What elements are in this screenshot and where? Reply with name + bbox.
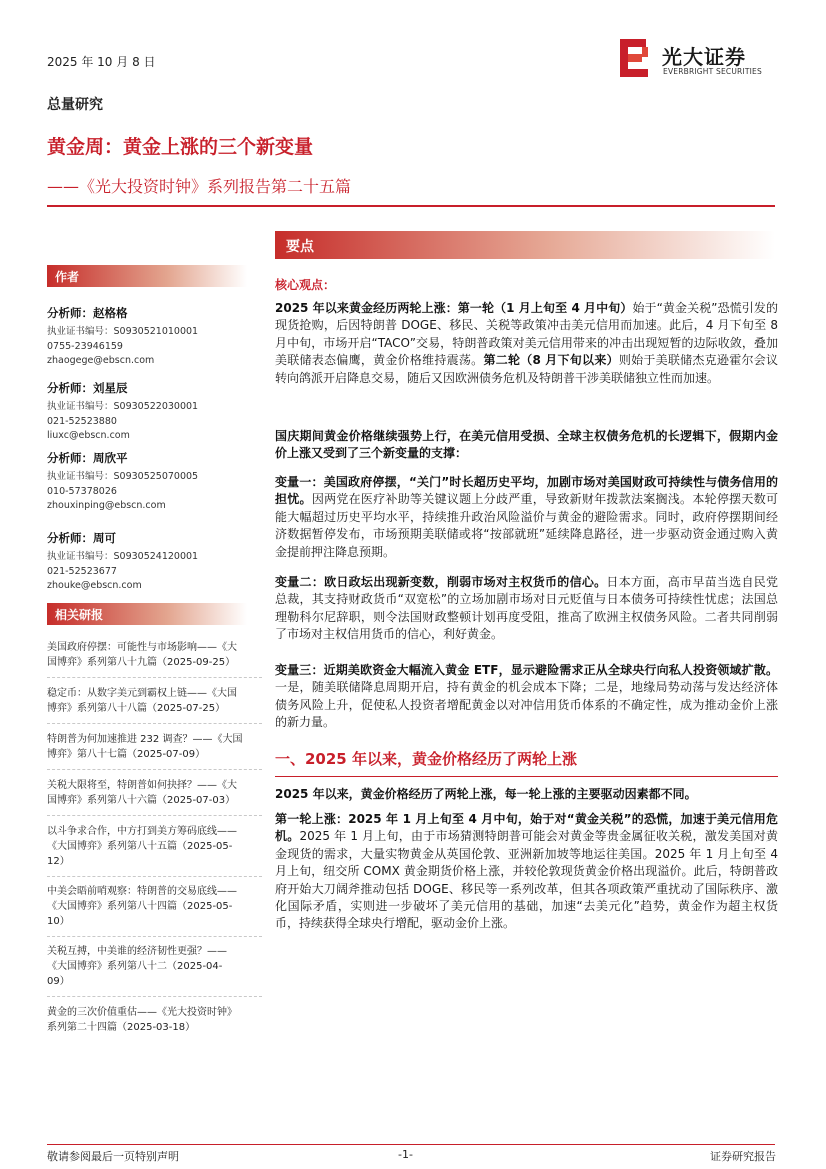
analyst-phone: 0755-23946159 (47, 340, 123, 352)
paragraph-section-intro (275, 786, 778, 803)
report-line: 12） (47, 856, 70, 867)
analyst-cert: 执业证书编号：S0930521010001 (47, 326, 199, 337)
report-line: 《大国博弈》系列第八十四篇（2025-05- (47, 901, 233, 912)
analyst-name: 分析师：刘星辰 (47, 381, 128, 395)
everbright-logo (618, 37, 778, 81)
paragraph-holiday-overview (275, 428, 778, 463)
analyst-phone: 021-52523677 (47, 565, 117, 577)
analyst-cert: 执业证书编号：S0930522030001 (47, 401, 199, 412)
paragraph-lead: 第一轮上涨：2025 年 1 月上旬至 4 月中旬，始于对“黄金关税”的恐慌，加速于美元信用危机。 (275, 812, 778, 844)
report-divider (47, 815, 262, 816)
report-line: 关税大限将至，特朗普如何抉择？——《大 (47, 780, 237, 791)
paragraph-body: 始于“黄金关税”恐慌引发的现货抢购，后因特朗普 DOGE、移民、关税等政策冲击美元信用而加速。此后，4 月下旬至 8 月中旬，市场开启“TACO”交易，特朗普政策对美元信用带来的冲击出现短暂的边际收敛，叠加美联储表态偏鹰，黄金价格维持震荡。 (275, 301, 778, 368)
footer-divider (47, 1144, 775, 1145)
section-title: 一、2025 年以来，黄金价格经历了两轮上涨 (275, 750, 577, 768)
authors-heading (47, 265, 247, 287)
related-report-link[interactable] (47, 944, 262, 989)
paragraph-body: 则始于美联储杰克逊霍尔会议转向鸽派开启降息交易，随后又因欧洲债务危机及特朗普干涉美联储独立性而加速。 (275, 353, 778, 385)
report-category: 总量研究 (47, 97, 103, 113)
paragraph-lead: 变量三：近期美欧资金大幅流入黄金 ETF，显示避险需求正从全球央行向私人投资领域扩散。 (275, 663, 778, 677)
key-points-heading-label: 要点 (286, 239, 314, 255)
paragraph-lead: 国庆期间黄金价格继续强势上行，在美元信用受损、全球主权债务危机的长逻辑下，假期内金价上涨又受到了三个新变量的支撑： (275, 429, 778, 461)
analyst-card (47, 530, 257, 594)
logo-english-name: EVERBRIGHT SECURITIES (663, 67, 762, 76)
report-title: 黄金周：黄金上涨的三个新变量 (47, 136, 314, 158)
report-divider (47, 723, 262, 724)
report-line: 特朗普为何加速推进 232 调查？——《大国 (47, 734, 243, 745)
paragraph-lead: 2025 年以来，黄金价格经历了两轮上涨，每一轮上涨的主要驱动因素都不同。 (275, 787, 697, 801)
analyst-email[interactable]: liuxc@ebscn.com (47, 430, 130, 441)
report-line: 美国政府停摆：可能性与市场影响——《大 (47, 642, 237, 653)
footer-report-type: 证券研究报告 (710, 1150, 776, 1163)
page-number: -1- (398, 1148, 413, 1161)
paragraph-lead: 变量一：美国政府停摆，“关门”时长超历史平均，加剧市场对美国财政可持续性与债务信用的担忧。 (275, 475, 778, 507)
authors-heading-label: 作者 (55, 270, 80, 284)
paragraph-lead: 变量二：欧日政坛出现新变数，削弱市场对主权货币的信心。 (275, 575, 607, 589)
related-report-link[interactable] (47, 640, 262, 670)
analyst-name: 分析师：周可 (47, 531, 116, 545)
analyst-phone: 021-52523880 (47, 415, 117, 427)
paragraph-first-round (275, 811, 778, 933)
related-report-link[interactable] (47, 732, 262, 762)
analyst-email[interactable]: zhouxinping@ebscn.com (47, 500, 166, 511)
paragraph-lead: 第二轮（8 月下旬以来） (483, 353, 619, 368)
report-line: 《大国博弈》系列第八十二（2025-04- (47, 961, 223, 972)
analyst-card (47, 380, 257, 444)
report-divider (47, 677, 262, 678)
report-line: 博弈》第八十七篇（2025-07-09） (47, 749, 206, 760)
paragraph-two-rounds (275, 300, 778, 387)
paragraph-variable-one (275, 474, 778, 561)
analyst-name: 分析师：赵格格 (47, 306, 128, 320)
core-view-label: 核心观点： (275, 278, 336, 292)
analyst-email[interactable]: zhaogege@ebscn.com (47, 355, 155, 366)
analyst-card (47, 450, 257, 514)
analyst-email[interactable]: zhouke@ebscn.com (47, 580, 142, 591)
title-divider (47, 205, 775, 207)
logo-chinese-name: 光大证券 (662, 45, 746, 69)
analyst-cert: 执业证书编号：S0930525070005 (47, 471, 199, 482)
paragraph-body: 2025 年 1 月上旬，由于市场猜测特朗普可能会对黄金等贵金属征收关税，激发美国对黄金现货的需求，大量实物黄金从英国伦敦、亚洲新加坡等地运往美国。2025 年 1 月上旬至 4 月上旬，纽交所 COMX 黄金期货价格上涨，并较伦敦现货黄金价格出现溢价。此后，特朗普政府开始大刀阔斧推动包括 DOGE、移民等一系列改革，但其各项政策严重扰动了国际秩序、激化国际矛盾，实则进一步破坏了美元信用的基础，加速“去美元化”趋势，黄金作为超主权货币，持续获得全球央行增配，驱动金价上涨。 (275, 829, 778, 931)
report-divider (47, 996, 262, 997)
paragraph-body: 因两党在医疗补助等关键议题上分歧严重，导致新财年拨款法案搁浅。本轮停摆天数可能大幅超过历史平均水平，持续推升政治风险溢价与黄金的避险需求。同时，政府停摆期间经济数据暂停发布，市场预期美联储或将“按部就班”延续降息路径，进一步驱动资金通过购入黄金提前押注降息预期。 (275, 492, 778, 559)
paragraph-lead: 2025 年以来黄金经历两轮上涨：第一轮（1 月上旬至 4 月中旬） (275, 301, 633, 315)
paragraph-variable-three (275, 662, 778, 732)
analyst-phone: 010-57378026 (47, 485, 117, 497)
related-report-link[interactable] (47, 686, 262, 716)
analyst-card (47, 305, 257, 369)
report-date: 2025 年 10 月 8 日 (47, 55, 156, 69)
report-line: 10） (47, 916, 70, 927)
report-subtitle: ——《光大投资时钟》系列报告第二十五篇 (47, 177, 352, 196)
report-line: 稳定币：从数字美元到霸权上链——《大国 (47, 688, 237, 699)
footer-disclaimer: 敬请参阅最后一页特别声明 (47, 1150, 179, 1163)
analyst-name: 分析师：周欣平 (47, 451, 128, 465)
key-points-heading (275, 231, 775, 259)
report-line: 国博弈》系列第八十六篇（2025-07-03） (47, 795, 236, 806)
report-line: 关税互搏，中美谁的经济韧性更强？—— (47, 946, 227, 957)
report-line: 《大国博弈》系列第八十五篇（2025-05- (47, 841, 233, 852)
related-report-link[interactable] (47, 884, 262, 929)
report-line: 国博弈》系列第八十九篇（2025-09-25） (47, 657, 236, 668)
related-reports-heading (47, 603, 247, 625)
report-line: 09） (47, 976, 70, 987)
related-report-link[interactable] (47, 778, 262, 808)
section-divider (275, 776, 778, 777)
related-report-link[interactable] (47, 1005, 262, 1035)
paragraph-body: 日本方面，高市早苗当选自民党总裁，其支持财政货币“双宽松”的立场加剧市场对日元贬值与日本债务可持续性忧虑；法国总理勒科尔尼辞职，则令法国财政整顿计划再度受阻，推高了欧洲主权债务风险。二者共同削弱了市场对主权信用货币的信心，利好黄金。 (275, 575, 778, 642)
report-divider (47, 769, 262, 770)
report-line: 博弈》系列第八十八篇（2025-07-25） (47, 703, 226, 714)
report-line: 中美会晤前哨观察：特朗普的交易底线—— (47, 886, 237, 897)
everbright-logo-icon (618, 37, 652, 79)
report-line: 黄金的三次价值重估——《光大投资时钟》 (47, 1007, 237, 1018)
analyst-cert: 执业证书编号：S0930524120001 (47, 551, 199, 562)
paragraph-body: 一是，随美联储降息周期开启，持有黄金的机会成本下降；二是，地缘局势动荡与发达经济体债务风险上升，促使私人投资者增配黄金以对冲信用货币体系的不确定性，成为推动金价上涨的新力量。 (275, 680, 778, 730)
report-divider (47, 876, 262, 877)
related-report-link[interactable] (47, 824, 262, 869)
related-reports-heading-label: 相关研报 (55, 608, 104, 622)
paragraph-variable-two (275, 574, 778, 644)
report-line: 以斗争求合作，中方打到美方筹码底线—— (47, 826, 237, 837)
report-line: 系列第二十四篇（2025-03-18） (47, 1022, 196, 1033)
report-divider (47, 936, 262, 937)
